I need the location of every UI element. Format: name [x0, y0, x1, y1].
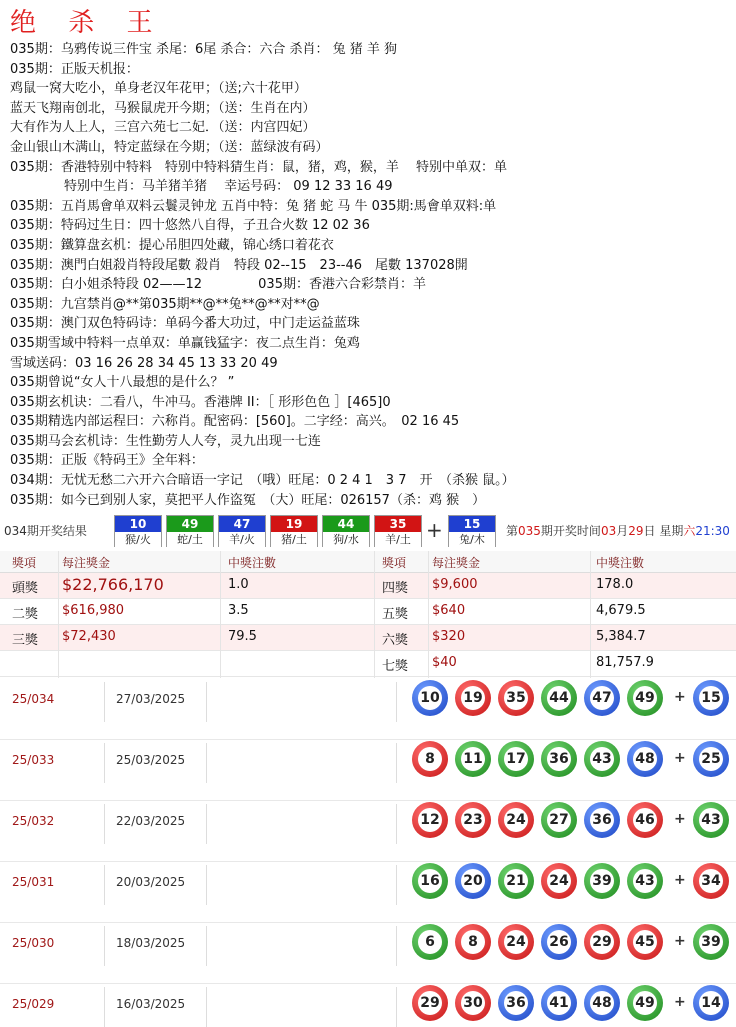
lottery-ball	[541, 680, 577, 716]
lottery-ball	[627, 802, 663, 838]
lottery-ball	[627, 985, 663, 1021]
draw-history-list	[0, 678, 736, 1027]
prize-cell: 七獎	[382, 659, 409, 674]
lottery-ball-number: 10	[418, 686, 442, 710]
lottery-ball	[412, 863, 448, 899]
draw-ball	[114, 515, 162, 547]
lottery-ball	[541, 741, 577, 777]
lottery-ball-number: 39	[590, 869, 614, 893]
history-column-divider	[396, 804, 397, 844]
history-column-divider	[104, 987, 105, 1027]
history-row	[0, 739, 736, 801]
lottery-ball	[584, 680, 620, 716]
history-date: 27/03/2025	[116, 692, 186, 706]
lottery-ball-number: 29	[418, 991, 442, 1015]
lottery-ball	[584, 741, 620, 777]
lottery-ball-number: 35	[504, 686, 528, 710]
lottery-ball-number: 16	[418, 869, 442, 893]
draw-ball-zodiac: 猪/土	[271, 532, 317, 547]
next-draw-time	[506, 522, 730, 539]
lottery-ball-number: 20	[461, 869, 485, 893]
text-line: 大有作为人上人，三宫六苑七二妃．（送：内宫四妃）	[10, 120, 316, 136]
history-plus-sign: +	[674, 872, 686, 888]
lottery-ball-number: 23	[461, 808, 485, 832]
lottery-ball	[627, 863, 663, 899]
lottery-ball	[455, 863, 491, 899]
lottery-ball-number: 6	[418, 930, 442, 954]
history-column-divider	[206, 804, 207, 844]
lottery-ball-number: 49	[633, 991, 657, 1015]
prize-cell: $9,600	[432, 577, 478, 592]
lottery-ball-number: 44	[547, 686, 571, 710]
draw-ball-number: 47	[219, 516, 265, 532]
prize-cell: 頭獎	[12, 581, 39, 596]
prize-cell: 1.0	[228, 577, 249, 592]
prize-cell: 五獎	[382, 607, 409, 622]
lottery-ball	[541, 924, 577, 960]
lottery-ball-number: 47	[590, 686, 614, 710]
prize-cell: 5,384.7	[596, 629, 646, 644]
draw-ball	[218, 515, 266, 547]
prize-column-divider	[374, 551, 375, 678]
text-line: 035期：九宫禁肖@**第035期**@**兔**@**对**@	[10, 296, 320, 312]
prize-row	[0, 599, 736, 625]
lottery-ball	[584, 863, 620, 899]
draw-ball-zodiac: 羊/火	[219, 532, 265, 547]
history-column-divider	[104, 743, 105, 783]
history-column-divider	[396, 743, 397, 783]
lottery-ball	[455, 924, 491, 960]
text-line: 035期：香港特别中特料 特别中特料猜生肖：鼠，猪，鸡，猴，羊 特别中单双：单	[10, 159, 507, 175]
lottery-ball	[498, 802, 534, 838]
history-date: 25/03/2025	[116, 753, 186, 767]
lottery-ball-number: 24	[504, 930, 528, 954]
text-line: 035期：特码过生日：四十悠然八自得，子丑合火数 12 02 36	[10, 218, 370, 234]
history-period: 25/033	[12, 753, 55, 767]
prize-column-divider	[590, 551, 591, 678]
text-line: 035期：正版《特码王》全年料：	[10, 453, 204, 469]
time-mid: 期开奖时间	[540, 524, 601, 538]
prize-cell: 4,679.5	[596, 603, 646, 618]
lottery-ball-number: 39	[699, 930, 723, 954]
lottery-ball	[412, 802, 448, 838]
lottery-ball	[541, 985, 577, 1021]
draw-ball-zodiac: 猴/火	[115, 532, 161, 547]
lottery-ball-number: 8	[418, 747, 442, 771]
draw-ball-zodiac: 蛇/土	[167, 532, 213, 547]
lottery-ball-number: 12	[418, 808, 442, 832]
history-plus-sign: +	[674, 750, 686, 766]
lottery-ball-number: 43	[590, 747, 614, 771]
draw-ball-number: 49	[167, 516, 213, 532]
lottery-ball-number: 26	[547, 930, 571, 954]
lottery-ball	[584, 985, 620, 1021]
prize-column-divider	[220, 551, 221, 678]
prize-column-divider	[428, 551, 429, 678]
lottery-ball	[498, 924, 534, 960]
lottery-ball	[412, 680, 448, 716]
time-period: 035	[518, 524, 541, 538]
prize-row	[0, 625, 736, 651]
history-column-divider	[206, 926, 207, 966]
time-day: 29	[628, 524, 644, 538]
text-line: 035期马会玄机诗：生性勤劳人人夸，灵九出现一七连	[10, 433, 321, 449]
history-row	[0, 922, 736, 984]
lottery-ball	[498, 680, 534, 716]
prize-header-cell: 獎項	[382, 556, 407, 570]
history-row	[0, 678, 736, 740]
lottery-ball-number: 46	[633, 808, 657, 832]
text-line: 鸡鼠一窝大吃小，单身老汉年花甲；（送;六十花甲）	[10, 81, 307, 97]
lottery-ball	[498, 863, 534, 899]
history-column-divider	[206, 682, 207, 722]
history-period: 25/032	[12, 814, 55, 828]
draw-label: 034期开奖结果	[4, 524, 87, 538]
prize-row	[0, 651, 736, 677]
lottery-ball	[498, 741, 534, 777]
history-row	[0, 800, 736, 862]
prize-cell: $22,766,170	[62, 575, 164, 594]
history-period: 25/029	[12, 997, 55, 1011]
special-ball	[693, 985, 729, 1021]
draw-plus-sign: +	[426, 518, 443, 542]
lottery-ball-number: 49	[633, 686, 657, 710]
history-column-divider	[206, 987, 207, 1027]
text-line: 035期：澳门双色特码诗：单码今番大功过，中门走运益蓝珠	[10, 316, 360, 332]
lottery-ball	[455, 680, 491, 716]
text-line: 特别中生肖：马羊猪羊猪 幸运号码： 09 12 33 16 49	[64, 179, 393, 195]
special-ball	[693, 802, 729, 838]
history-column-divider	[396, 926, 397, 966]
history-date: 16/03/2025	[116, 997, 186, 1011]
time-clock: 21:30	[695, 524, 730, 538]
prize-column-divider	[58, 551, 59, 678]
lottery-ball-number: 24	[547, 869, 571, 893]
prize-cell: 四獎	[382, 581, 409, 596]
history-column-divider	[396, 865, 397, 905]
lottery-ball-number: 11	[461, 747, 485, 771]
draw-ball	[322, 515, 370, 547]
prize-cell: 三獎	[12, 633, 39, 648]
history-period: 25/034	[12, 692, 55, 706]
history-plus-sign: +	[674, 933, 686, 949]
prize-cell: 二獎	[12, 607, 39, 622]
draw-ball	[374, 515, 422, 547]
text-line: 035期玄机诀：二看八，牛冲马。香港牌 II：［ 形形色色 ］[465]0	[10, 394, 391, 410]
lottery-ball-number: 25	[699, 747, 723, 771]
history-column-divider	[104, 865, 105, 905]
text-line: 雪域送码：03 16 26 28 34 45 13 33 20 49	[10, 355, 278, 371]
draw-ball	[270, 515, 318, 547]
prize-cell: 79.5	[228, 629, 257, 644]
special-ball	[693, 741, 729, 777]
history-plus-sign: +	[674, 811, 686, 827]
lottery-ball	[627, 680, 663, 716]
history-plus-sign: +	[674, 994, 686, 1010]
lottery-ball	[412, 741, 448, 777]
prize-header-cell: 每注獎金	[432, 556, 481, 570]
prize-cell: 六獎	[382, 633, 409, 648]
lottery-ball	[627, 924, 663, 960]
history-plus-sign: +	[674, 689, 686, 705]
special-ball	[693, 863, 729, 899]
time-month-label: 月	[616, 524, 629, 538]
lottery-ball	[455, 802, 491, 838]
history-date: 22/03/2025	[116, 814, 186, 828]
history-column-divider	[396, 987, 397, 1027]
lottery-ball-number: 36	[504, 991, 528, 1015]
draw-ball-number: 19	[271, 516, 317, 532]
prize-cell: 178.0	[596, 577, 634, 592]
lottery-ball	[455, 985, 491, 1021]
text-line: 035期雪域中特料一点单双：单赢钱猛字：夜二点生肖：兔鸡	[10, 335, 360, 351]
text-line: 035期精选内部运程曰：六称肖。配密码：[560]。二字经：高兴。 02 16 45	[10, 414, 460, 430]
draw-ball-zodiac: 兔/木	[449, 532, 495, 547]
prize-header-cell: 每注獎金	[62, 556, 111, 570]
prize-cell: $616,980	[62, 603, 125, 618]
prize-cell: 81,757.9	[596, 655, 654, 670]
prediction-text-block	[10, 40, 736, 510]
history-column-divider	[206, 743, 207, 783]
lottery-ball-number: 24	[504, 808, 528, 832]
lottery-ball-number: 45	[633, 930, 657, 954]
history-period: 25/030	[12, 936, 55, 950]
time-month: 03	[600, 524, 617, 538]
lottery-ball-number: 15	[699, 686, 723, 710]
lottery-ball-number: 27	[547, 808, 571, 832]
text-line: 035期：五肖馬會单双料云鬟灵钟龙 五肖中特：兔 猪 蛇 马 牛 035期:馬會单双料:单	[10, 198, 497, 214]
lottery-ball	[627, 741, 663, 777]
lottery-ball-number: 43	[633, 869, 657, 893]
text-line: 035期：白小姐杀特段 02——12 035期：香港六合彩禁肖：羊	[10, 277, 426, 293]
draw-ball-number: 10	[115, 516, 161, 532]
lottery-ball-number: 19	[461, 686, 485, 710]
text-line: 035期：澳門白姐殺肖特段尾數 殺肖 特段 02--15 23--46 尾數 137028開	[10, 257, 468, 273]
draw-ball-number: 44	[323, 516, 369, 532]
prize-cell: 3.5	[228, 603, 249, 618]
text-line: 035期：乌鸦传说三件宝 杀尾：6尾 杀合：六合 杀肖： 兔 猪 羊 狗	[10, 42, 398, 57]
text-line: 035期：鐵算盘玄机：提心吊胆四处藏，锦心绣口着花衣	[10, 237, 334, 253]
draw-ball-number: 15	[449, 516, 495, 532]
lottery-ball-number: 48	[590, 991, 614, 1015]
text-line: 034期：无忧无愁二六开六合暗语一字记 （哦）旺尾：0 2 4 1 3 7 开 （杀猴 鼠。）	[10, 473, 515, 489]
prize-header-cell: 獎項	[12, 556, 37, 570]
history-date: 18/03/2025	[116, 936, 186, 950]
lottery-ball-number: 41	[547, 991, 571, 1015]
lottery-ball	[498, 985, 534, 1021]
history-column-divider	[396, 682, 397, 722]
time-weekday: 六	[683, 524, 696, 538]
history-date: 20/03/2025	[116, 875, 186, 889]
prize-table-header	[0, 551, 736, 573]
lottery-ball-number: 17	[504, 747, 528, 771]
text-line: 035期曾说“女人十八最想的是什么？ ”	[10, 375, 235, 391]
draw-ball-zodiac: 狗/水	[323, 532, 369, 547]
lottery-ball	[412, 985, 448, 1021]
special-ball	[693, 924, 729, 960]
draw-ball	[166, 515, 214, 547]
lottery-ball	[541, 863, 577, 899]
prize-cell: $72,430	[62, 629, 116, 644]
history-column-divider	[104, 804, 105, 844]
history-column-divider	[104, 682, 105, 722]
lottery-ball	[584, 924, 620, 960]
lottery-ball	[412, 924, 448, 960]
text-line: 金山银山木满山，特定蓝绿在今期；（送：蓝绿波有码）	[10, 139, 329, 155]
prize-cell: $40	[432, 655, 457, 670]
text-line: 035期：正版天机报：	[10, 61, 139, 77]
lottery-ball	[455, 741, 491, 777]
prize-cell: $640	[432, 603, 466, 618]
history-column-divider	[104, 926, 105, 966]
history-row	[0, 983, 736, 1027]
prize-cell: $320	[432, 629, 466, 644]
text-line: 蓝天飞翔南创北，马猴鼠虎开今期；（送：生肖在内）	[10, 100, 316, 116]
draw-ball-number: 35	[375, 516, 421, 532]
lottery-ball	[541, 802, 577, 838]
latest-draw-strip	[0, 514, 736, 550]
prize-row	[0, 573, 736, 599]
lottery-ball-number: 43	[699, 808, 723, 832]
lottery-ball-number: 8	[461, 930, 485, 954]
draw-ball-zodiac: 羊/土	[375, 532, 421, 547]
time-day-label: 日 星期	[643, 524, 684, 538]
lottery-ball-number: 30	[461, 991, 485, 1015]
lottery-ball-number: 21	[504, 869, 528, 893]
lottery-ball-number: 36	[547, 747, 571, 771]
history-row	[0, 861, 736, 923]
page-title: 绝 杀 王	[10, 8, 165, 38]
draw-special-ball	[448, 515, 496, 547]
lottery-ball-number: 48	[633, 747, 657, 771]
lottery-ball	[584, 802, 620, 838]
text-line: 035期：如今已到别人家，莫把平人作盗冤 （大）旺尾：026157（杀：鸡 猴 ）	[10, 492, 486, 508]
prize-table	[0, 551, 736, 678]
prize-header-cell: 中獎注數	[596, 556, 645, 570]
special-ball	[693, 680, 729, 716]
prize-header-cell: 中獎注數	[228, 556, 277, 570]
lottery-ball-number: 34	[699, 869, 723, 893]
history-column-divider	[206, 865, 207, 905]
lottery-ball-number: 14	[699, 991, 723, 1015]
lottery-ball-number: 29	[590, 930, 614, 954]
history-period: 25/031	[12, 875, 55, 889]
time-prefix: 第	[506, 524, 519, 538]
lottery-ball-number: 36	[590, 808, 614, 832]
